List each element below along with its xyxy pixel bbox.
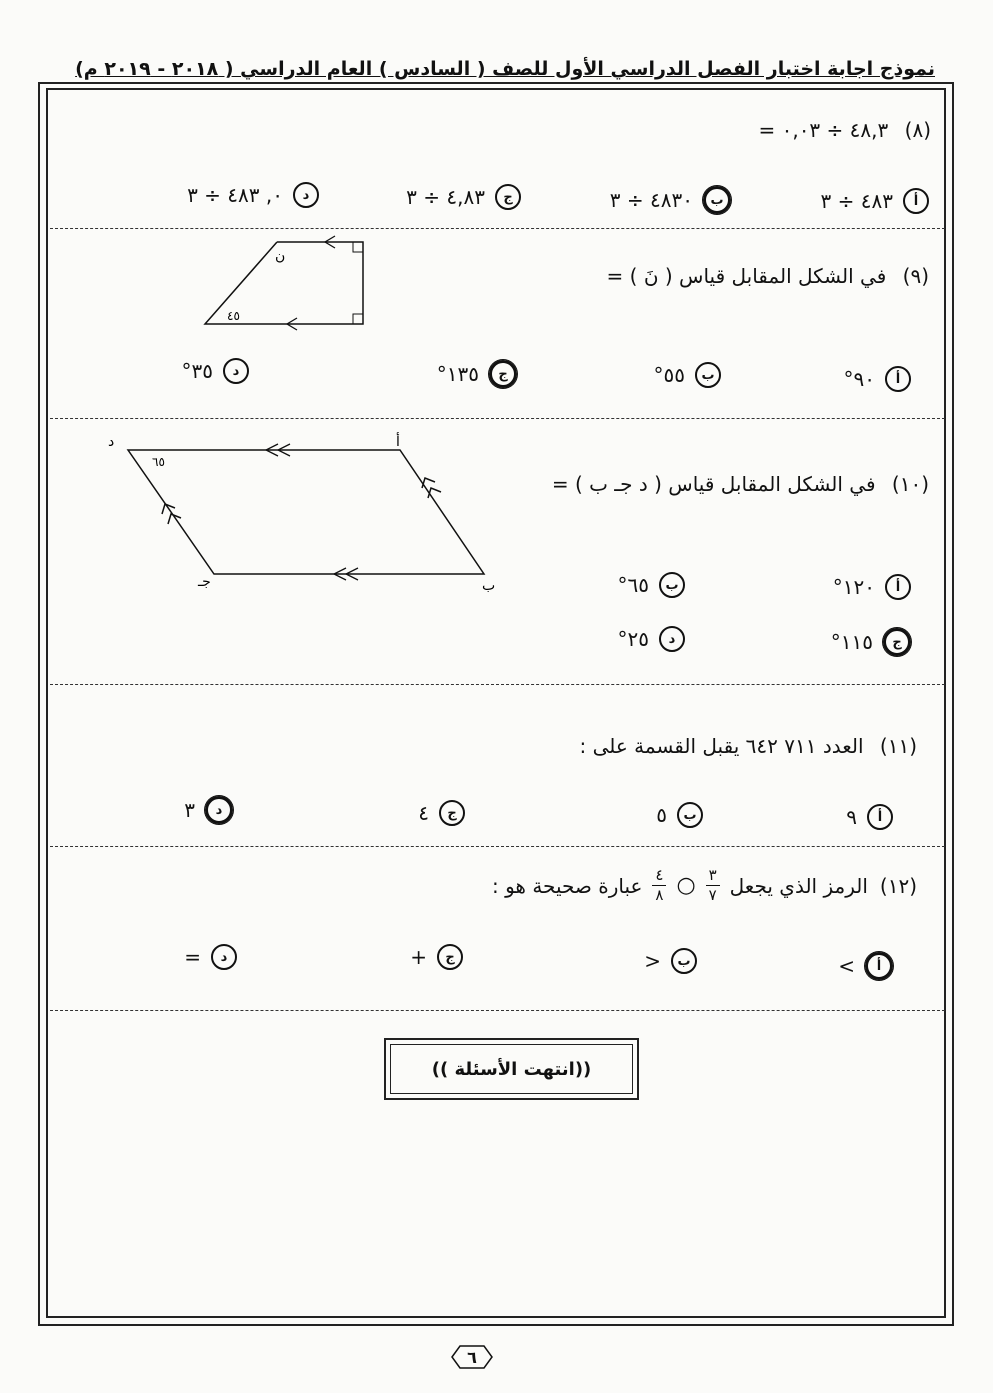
q8-option-d[interactable] — [187, 182, 319, 208]
end-of-questions: ((انتهت الأسئلة )) — [390, 1044, 633, 1094]
q8-option-b[interactable] — [610, 186, 731, 214]
option-letter: ب — [695, 362, 721, 388]
separator — [50, 846, 945, 847]
option-letter: د — [659, 626, 685, 652]
page-number: ٦ — [467, 1347, 477, 1367]
option-letter: أ — [867, 804, 893, 830]
numerator: ٤ — [655, 866, 664, 884]
q9-trapezoid-figure — [195, 232, 375, 332]
option-text: ٠, ٤٨٣ ÷ ٣ — [187, 183, 283, 207]
q9-option-a[interactable] — [844, 366, 911, 392]
q8-option-a[interactable] — [821, 188, 929, 214]
separator — [50, 1010, 945, 1011]
option-text: ٤٨٣ ÷ ٣ — [820, 189, 893, 213]
denominator: ٧ — [708, 886, 717, 904]
option-text: < — [644, 949, 661, 973]
fraction-4-8 — [652, 868, 666, 903]
question-text-after: عبارة صحيحة هو : — [492, 873, 643, 898]
option-text: ٩٠° — [843, 367, 875, 391]
q9-option-b[interactable] — [654, 362, 721, 388]
vertex-label-c: جـ — [198, 574, 211, 590]
option-text: ٤,٨٣ ÷ ٣ — [406, 185, 485, 209]
question-text: العدد ٧١١ ٦٤٢ يقبل القسمة على : — [579, 734, 864, 758]
question-number: (١٠) — [891, 472, 929, 496]
question-text: في الشكل المقابل قياس ( د جـ ب ) = — [551, 472, 876, 496]
option-letter: د — [293, 182, 319, 208]
option-letter: ب — [659, 572, 685, 598]
q11-option-a[interactable] — [846, 804, 893, 830]
option-letter: ج — [883, 628, 911, 656]
vertex-label-n: ن — [275, 248, 286, 264]
q12-option-c[interactable] — [410, 944, 463, 970]
option-text: = — [184, 945, 201, 969]
option-text: ٣٥° — [181, 359, 213, 383]
option-letter: ب — [677, 802, 703, 828]
option-text: ٤ — [418, 801, 429, 825]
q11-option-c[interactable] — [418, 800, 465, 826]
question-number: (١١) — [879, 734, 917, 758]
q10-option-c[interactable] — [831, 628, 911, 656]
option-text: + — [410, 945, 427, 969]
question-12 — [492, 868, 917, 903]
fraction-3-7 — [706, 868, 720, 903]
question-11 — [579, 734, 917, 758]
q11-option-d[interactable] — [184, 796, 233, 824]
option-letter: أ — [903, 188, 929, 214]
option-letter: ج — [437, 944, 463, 970]
angle-label-65: ٦٥ — [152, 455, 165, 469]
q12-option-b[interactable] — [644, 948, 697, 974]
q10-option-b[interactable] — [618, 572, 685, 598]
q10-option-d[interactable] — [618, 626, 685, 652]
vertex-label-a: أ — [396, 434, 400, 450]
vertex-label-d: د — [108, 434, 115, 450]
option-text: ٩ — [846, 805, 857, 829]
option-letter: ب — [671, 948, 697, 974]
comparison-circle: ○ — [676, 873, 696, 898]
option-text: > — [838, 954, 855, 978]
option-letter: د — [211, 944, 237, 970]
q12-option-d[interactable] — [184, 944, 237, 970]
option-letter: أ — [865, 952, 893, 980]
question-9 — [607, 264, 929, 288]
numerator: ٣ — [708, 866, 717, 884]
question-number: (٨) — [904, 118, 931, 142]
separator — [50, 418, 945, 419]
page-header: نموذج اجابة اختبار الفصل الدراسي الأول للصف ( السادس ) العام الدراسي ( ٢٠١٨ - ٢٠١٩ م) — [75, 58, 935, 80]
option-letter: ج — [495, 184, 521, 210]
option-letter: أ — [885, 574, 911, 600]
option-text: ١١٥° — [830, 630, 873, 654]
option-letter: د — [205, 796, 233, 824]
angle-label-45: ٤٥ — [227, 309, 240, 323]
option-text: ١٣٥° — [436, 362, 479, 386]
question-10 — [552, 472, 929, 496]
question-text: ٤٨,٣ ÷ ٠,٠٣ = — [758, 118, 889, 142]
question-8 — [758, 118, 931, 142]
option-letter: د — [223, 358, 249, 384]
option-letter: ج — [439, 800, 465, 826]
q11-option-b[interactable] — [656, 802, 703, 828]
option-text: ٣ — [184, 798, 195, 822]
option-letter: أ — [885, 366, 911, 392]
option-text: ١٢٠° — [832, 575, 875, 599]
option-letter: ج — [489, 360, 517, 388]
separator — [50, 228, 945, 229]
q10-option-a[interactable] — [833, 574, 911, 600]
q12-option-a[interactable] — [838, 952, 893, 980]
q9-option-c[interactable] — [437, 360, 517, 388]
q9-option-d[interactable] — [182, 358, 249, 384]
option-text: ٥ — [656, 803, 667, 827]
question-number: (٩) — [902, 264, 929, 288]
question-text: في الشكل المقابل قياس ( نَ ) = — [606, 264, 887, 288]
separator — [50, 684, 945, 685]
option-text: ٦٥° — [617, 573, 649, 597]
denominator: ٨ — [655, 886, 664, 904]
option-text: ٢٥° — [617, 627, 649, 651]
option-text: ٤٨٣٠ ÷ ٣ — [609, 188, 693, 212]
question-text-before: الرمز الذي يجعل — [729, 873, 868, 898]
q10-parallelogram-figure — [100, 428, 520, 598]
option-letter: ب — [703, 186, 731, 214]
option-text: ٥٥° — [653, 363, 685, 387]
question-number: (١٢) — [879, 873, 917, 898]
q8-option-c[interactable] — [406, 184, 521, 210]
vertex-label-b: ب — [482, 578, 496, 594]
